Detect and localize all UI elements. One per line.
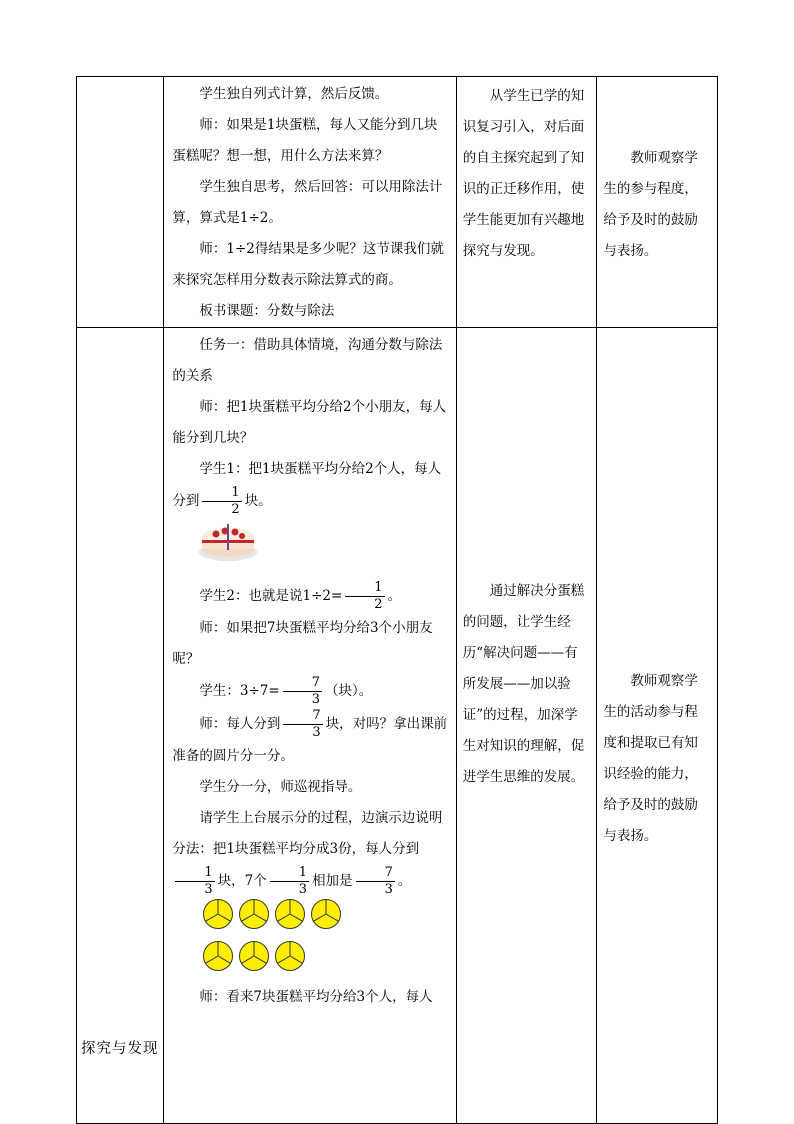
text-segment: 块，对吗？拿出课前准备的圆片分一分。 (172, 716, 448, 764)
demonstration (172, 803, 449, 898)
table-row (77, 77, 718, 328)
pie-row (202, 940, 449, 980)
fraction-one-half (202, 485, 241, 518)
circle-piece-icon (274, 940, 306, 972)
circle-piece-icon (238, 898, 270, 930)
fraction-seven-thirds (283, 708, 322, 741)
teaching-process-cell (164, 328, 456, 1124)
teacher-question: 师：如果把7块蛋糕平均分给3个小朋友呢？ (172, 620, 433, 667)
assessment-text: 教师观察学生的活动参与程度和提取已有知识经验的能力，给予及时的鼓励与表扬。 (603, 673, 698, 844)
fraction-seven-thirds (283, 675, 322, 708)
assessment-cell (597, 77, 718, 328)
fraction-one-third (270, 865, 309, 898)
teaching-process-cell (164, 77, 456, 328)
student-activity: 学生分一分，师巡视指导。 (199, 779, 362, 795)
teacher-conclusion: 师：看来7块蛋糕平均分给3个人，每人 (199, 989, 433, 1005)
denominator: 2 (374, 597, 383, 612)
task-heading: 任务一：借助具体情境，沟通分数与除法的关系 (172, 337, 443, 384)
text-segment: 请学生上台展示分的过程，边演示边说明分法：把1块蛋糕平均分成3份，每人分到 (172, 810, 443, 857)
table-row (77, 328, 718, 1124)
student-answer-1 (172, 454, 449, 518)
numerator: 7 (283, 675, 322, 692)
denominator: 3 (312, 725, 321, 740)
text-segment: 。 (397, 873, 412, 889)
numerator: 1 (270, 865, 309, 882)
process-line: 学生独自列式计算，然后反馈。 (199, 86, 389, 102)
numerator: 7 (356, 865, 395, 882)
teacher-question (172, 708, 449, 772)
process-line: 师：如果是1块蛋糕，每人又能分到几块蛋糕呢？想一想，用什么方法来算？ (172, 117, 438, 164)
cake-image-line (172, 518, 449, 580)
design-intent-cell (456, 328, 597, 1124)
assessment-text: 教师观察学生的参与程度，给予及时的鼓励与表扬。 (603, 150, 698, 259)
text-segment: 相加是 (312, 873, 353, 889)
fraction-seven-thirds (356, 865, 395, 898)
teacher-question: 师：把1块蛋糕平均分给2个小朋友，每人能分到几块？ (172, 399, 447, 446)
text-segment: 学生：3÷7= (199, 683, 280, 699)
cake-icon (198, 518, 258, 564)
text-segment: 学生1：把1块蛋糕平均分给2个人，每人分到 (172, 461, 442, 509)
circle-piece-icon (202, 898, 234, 930)
circle-piece-icon (274, 898, 306, 930)
student-answer-2 (172, 580, 449, 613)
category-cell (77, 77, 164, 328)
design-intent-text: 从学生已学的知识复习引入，对后面的自主探究起到了知识的正迁移作用，使学生能更加有兴趣地探究与发现。 (462, 88, 585, 259)
fraction-one-third (175, 865, 214, 898)
numerator: 1 (345, 580, 384, 597)
pie-diagram (172, 898, 449, 980)
denominator: 3 (204, 882, 213, 897)
text-segment: 师：每人分到 (199, 716, 281, 732)
fraction-one-half (345, 580, 384, 613)
numerator: 1 (175, 865, 214, 882)
text-segment: （块）。 (325, 683, 373, 699)
process-line: 学生独自思考，然后回答：可以用除法计算，算式是1÷2。 (172, 179, 443, 226)
design-intent-cell (456, 77, 597, 328)
text-segment: 块。 (244, 493, 272, 509)
assessment-cell (597, 328, 718, 1124)
process-line: 师：1÷2得结果是多少呢？这节课我们就来探究怎样用分数表示除法算式的商。 (172, 241, 444, 288)
design-intent-text: 通过解决分蛋糕的问题，让学生经历“解决问题——有所发展——加以验证”的过程，加深学生对知识的理解，促进学生思维的发展。 (462, 583, 585, 785)
lesson-plan-table (76, 76, 718, 1124)
text-segment: 。 (387, 588, 402, 604)
category-cell: 探究与发现 (77, 328, 164, 1124)
text-segment: 学生2：也就是说1÷2= (199, 588, 343, 604)
student-answer-3 (172, 675, 449, 708)
denominator: 3 (298, 882, 308, 897)
circle-piece-icon (238, 940, 270, 972)
process-line: 板书课题：分数与除法 (199, 303, 335, 319)
numerator: 1 (202, 485, 241, 502)
text-segment: 块，7个 (217, 873, 267, 889)
denominator: 3 (384, 882, 393, 897)
pie-row (202, 898, 449, 938)
circle-piece-icon (202, 940, 234, 972)
denominator: 2 (231, 502, 240, 517)
denominator: 3 (311, 692, 320, 707)
numerator: 7 (283, 708, 322, 725)
circle-piece-icon (310, 898, 342, 930)
